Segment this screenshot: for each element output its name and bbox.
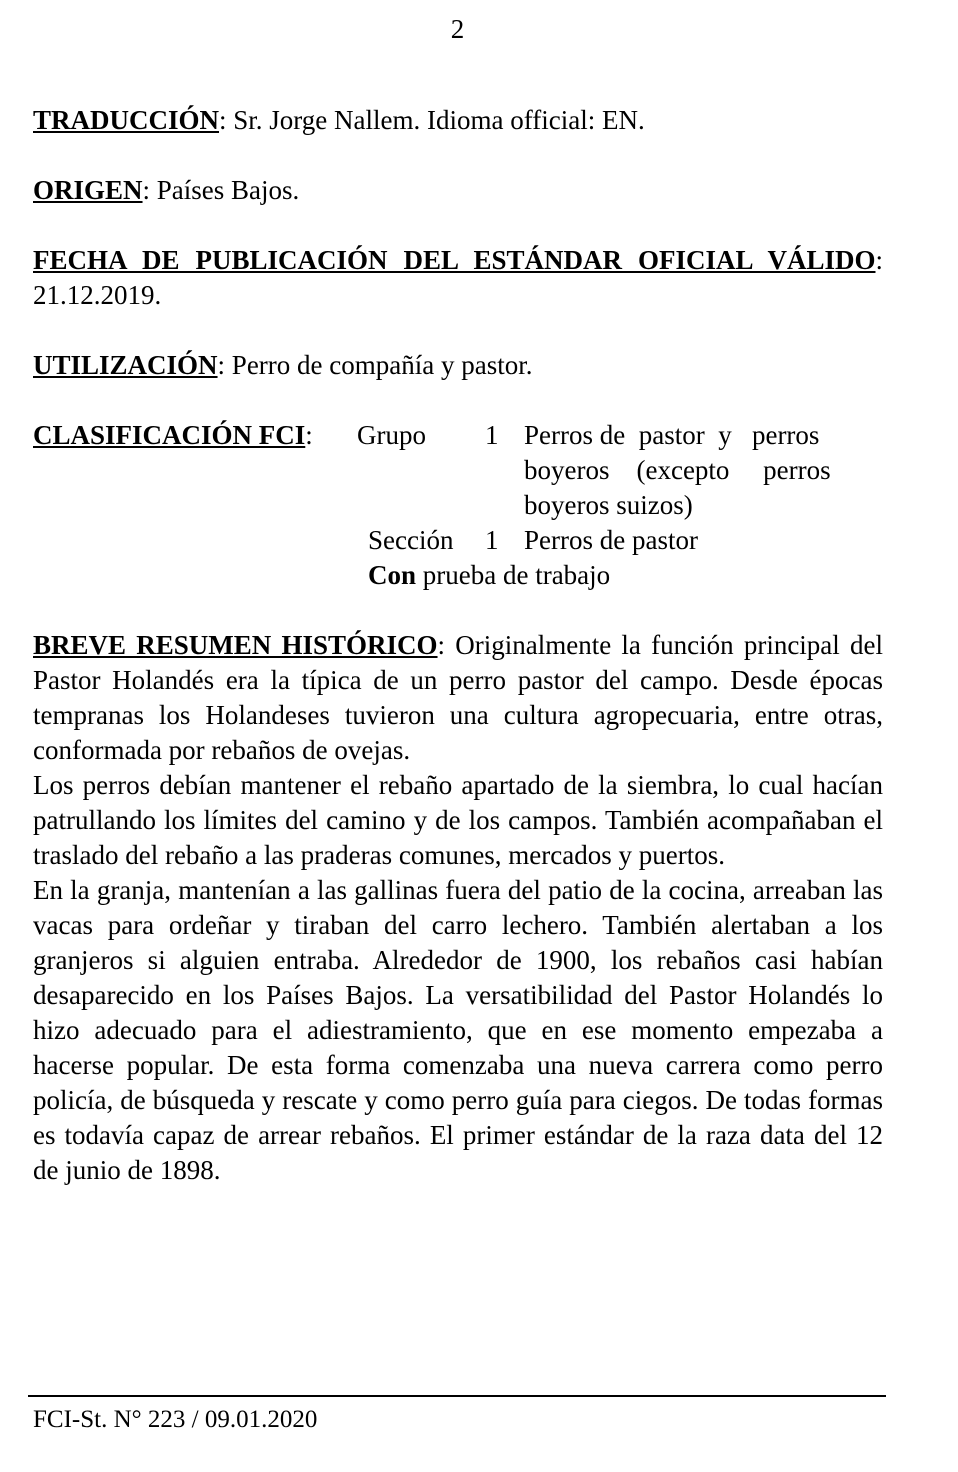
group-description-line2: boyeros (excepto perros [524,455,831,485]
footer-divider [28,1395,886,1397]
utilization-text: : Perro de compañía y pastor. [217,350,533,380]
origin-heading: ORIGEN [33,175,143,205]
history-paragraph-3: En la granja, mantenían a las gallinas fuera del patio de la cocina, arreaban las vacas para ordeñar y tiraban del carro lechero. También alertaban a los granjeros si alguien entraba. Alrededor de 1900, los rebaños casi habían desaparecido en los Países Bajos. La versatibilidad del Pastor Holandés lo hizo adecuado para el adiestramiento, que en ese momento empezaba a hacerse popular. De esta forma comenzaba una nueva carrera como perro policía, de búsqueda y rescate y como perro guía para ciegos. De todas formas es todavía capaz de arrear rebaños. El primer estándar de la raza data del 12 de junio de 1898. [33,875,883,1185]
publication-paragraph [33,243,883,313]
group-description-line3: boyeros suizos) [524,490,693,520]
page-number: 2 [450,14,465,44]
group-description-line1: Perros de pastor y perros [524,420,820,450]
classification-heading: CLASIFICACIÓN FCI [33,420,306,450]
document-body [33,103,883,1188]
utilization-heading: UTILIZACIÓN [33,350,218,380]
section-label: Sección [368,525,454,555]
history-heading: BREVE RESUMEN HISTÓRICO [33,630,438,660]
publication-text: : 21.12.2019. [33,245,883,310]
history-text-1: : Originalmente la función principal del Pastor Holandés era la típica de un perro pastor del campo. Desde épocas tempranas los Holandeses tuvieron una cultura agropecuaria, entre otras, conformada por rebaños de ovejas. [33,630,883,765]
group-number: 1 [485,420,499,450]
working-trial-bold: Con [368,560,417,590]
section-number: 1 [485,525,499,555]
group-label: Grupo [357,420,426,450]
translation-heading: TRADUCCIÓN [33,105,220,135]
publication-heading: FECHA DE PUBLICACIÓN DEL ESTÁNDAR OFICIAL VÁLIDO [33,245,876,275]
history-paragraph-1 [33,628,883,768]
utilization-paragraph [33,348,883,383]
working-trial-text: prueba de trabajo [416,560,611,590]
classification-colon: : [305,420,313,450]
translation-text: : Sr. Jorge Nallem. Idioma official: EN. [219,105,645,135]
origin-text: : Países Bajos. [142,175,300,205]
footer-reference: FCI-St. N° 223 / 09.01.2020 [33,1406,318,1433]
history-paragraph-2: Los perros debían mantener el rebaño apartado de la siembra, lo cual hacían patrullando los límites del camino y de los campos. También acompañaban el traslado del rebaño a las praderas comunes, mercados y puertos. [33,770,883,870]
translation-paragraph [33,103,883,138]
origin-paragraph [33,173,883,208]
classification-block [33,418,883,593]
section-description: Perros de pastor [524,525,698,555]
